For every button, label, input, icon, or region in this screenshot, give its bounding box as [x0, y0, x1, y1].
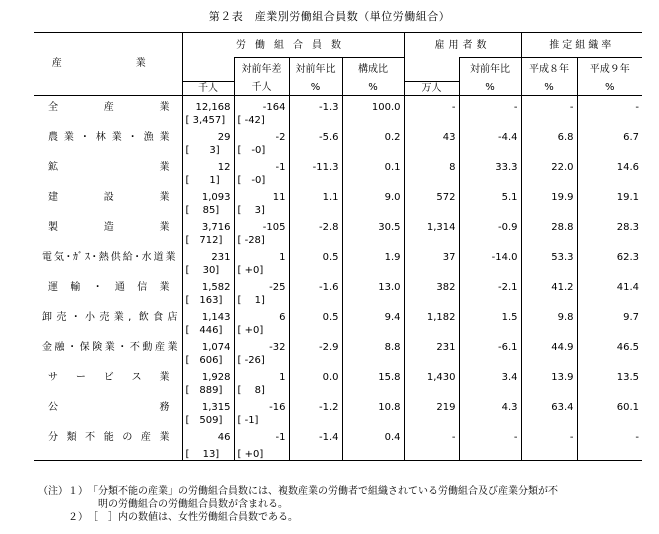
diff-value: -105: [234, 216, 289, 233]
rate-h9-value: -: [635, 101, 639, 113]
industry-blank: [34, 383, 182, 396]
blank: [521, 413, 577, 426]
female-diff-value: [ -0]: [234, 173, 289, 186]
table-row: [34, 186, 642, 203]
unit-members: 千人: [182, 81, 234, 95]
header-union-members: 労働組合員数: [182, 33, 404, 58]
blank: [289, 203, 342, 216]
rate-h8-value: 9.8: [521, 306, 577, 323]
blank: [289, 143, 342, 156]
unit-h9: %: [577, 81, 642, 95]
table-row: [34, 95, 642, 113]
industry-name: 分類不能の産業: [34, 426, 182, 443]
employees-value: 1,314: [404, 216, 459, 233]
blank: [521, 263, 577, 276]
table-row: [34, 366, 642, 383]
members-value: 12: [182, 156, 234, 173]
female-members-value: [ 446]: [182, 323, 234, 336]
industry-name: 運輸・通信業: [34, 276, 182, 293]
table-row: [34, 396, 642, 413]
union-membership-table: [34, 32, 642, 461]
industry-blank: [34, 293, 182, 306]
composition-value: 15.8: [342, 366, 404, 383]
blank: [459, 263, 521, 276]
blank: [404, 263, 459, 276]
industry-blank: [34, 413, 182, 426]
industry-name: 公 務: [34, 396, 182, 413]
industry-name: 卸売・小売業, 飲食店: [34, 306, 182, 323]
unit-comp: %: [342, 81, 404, 95]
blank: [577, 323, 642, 336]
blank: [577, 383, 642, 396]
header-members-blank: [182, 58, 234, 82]
rate-h8-value: 53.3: [521, 246, 577, 263]
ratio-value: 1.1: [289, 186, 342, 203]
female-members-value: [ 712]: [182, 233, 234, 246]
header-h8: 平成８年: [521, 58, 577, 82]
blank: [404, 353, 459, 366]
female-members-value: [ 163]: [182, 293, 234, 306]
members-value: 1,928: [182, 366, 234, 383]
emp-ratio-value: -4.4: [459, 126, 521, 143]
blank: [577, 353, 642, 366]
ratio-value: -1.6: [289, 276, 342, 293]
blank: [577, 293, 642, 306]
emp-ratio-value: -0.9: [459, 216, 521, 233]
female-diff-value: [ -0]: [234, 143, 289, 156]
female-members-value: [ 1]: [182, 173, 234, 186]
employees-value: 8: [404, 156, 459, 173]
rate-h9-value: 13.5: [616, 371, 639, 383]
industry-blank: [34, 173, 182, 186]
diff-value: -25: [234, 276, 289, 293]
industry-name: 農業・林業・漁業: [34, 126, 182, 143]
table-row: [34, 126, 642, 143]
female-members-value: [ 85]: [182, 203, 234, 216]
industry-blank: [34, 203, 182, 216]
header-emp-yoy: 対前年比: [459, 58, 521, 82]
blank: [289, 263, 342, 276]
employees-value: 1,430: [404, 366, 459, 383]
blank: [459, 443, 521, 461]
blank: [404, 323, 459, 336]
composition-value: 9.0: [342, 186, 404, 203]
header-h9: 平成９年: [577, 58, 642, 82]
female-members-value: [ 30]: [182, 263, 234, 276]
table-row: [34, 276, 642, 293]
ratio-value: -2.8: [289, 216, 342, 233]
diff-value: -164: [234, 95, 289, 113]
blank: [459, 323, 521, 336]
ratio-value: -1.3: [289, 95, 342, 113]
employees-value: 219: [404, 396, 459, 413]
blank: [459, 413, 521, 426]
table-row-female: [34, 113, 642, 126]
composition-value: 13.0: [342, 276, 404, 293]
blank: [404, 443, 459, 461]
diff-value: -16: [234, 396, 289, 413]
blank: [404, 143, 459, 156]
industry-blank: [34, 233, 182, 246]
emp-ratio-value: 33.3: [459, 156, 521, 173]
composition-value: 1.9: [342, 246, 404, 263]
emp-ratio-value: 1.5: [459, 306, 521, 323]
diff-value: -32: [234, 336, 289, 353]
unit-diff: 千人: [234, 81, 289, 95]
blank: [521, 323, 577, 336]
table-row: [34, 216, 642, 233]
blank: [459, 173, 521, 186]
female-diff-value: [ +0]: [234, 443, 289, 461]
blank: [577, 263, 642, 276]
blank: [521, 353, 577, 366]
blank: [342, 413, 404, 426]
blank: [342, 143, 404, 156]
female-diff-value: [ +0]: [234, 323, 289, 336]
industry-name: 全 産 業: [34, 95, 182, 113]
composition-value: 0.2: [342, 126, 404, 143]
rate-h9-value: 6.7: [623, 131, 639, 143]
employees-value: 382: [404, 276, 459, 293]
blank: [459, 113, 521, 126]
female-diff-value: [ +0]: [234, 263, 289, 276]
female-diff-value: [ -26]: [234, 353, 289, 366]
industry-name: 金融・保険業・不動産業: [34, 336, 182, 353]
industry-blank: [34, 143, 182, 156]
employees-value: 1,182: [404, 306, 459, 323]
ratio-value: -1.4: [289, 426, 342, 443]
emp-ratio-value: -2.1: [459, 276, 521, 293]
industry-name: 製 造 業: [34, 216, 182, 233]
table-row: [34, 426, 642, 443]
emp-ratio-value: -6.1: [459, 336, 521, 353]
employees-value: 572: [404, 186, 459, 203]
female-diff-value: [ -28]: [234, 233, 289, 246]
blank: [577, 233, 642, 246]
emp-ratio-value: -: [459, 95, 521, 113]
industry-name: 建 設 業: [34, 186, 182, 203]
members-value: 1,074: [182, 336, 234, 353]
blank: [342, 323, 404, 336]
rate-h8-value: 41.2: [521, 276, 577, 293]
blank: [459, 203, 521, 216]
members-value: 1,143: [182, 306, 234, 323]
blank: [521, 233, 577, 246]
blank: [521, 143, 577, 156]
members-value: 1,315: [182, 396, 234, 413]
table-row-female: [34, 233, 642, 246]
ratio-value: 0.5: [289, 246, 342, 263]
industry-name: 電気･ｶﾞｽ･熱供給･水道業: [34, 246, 182, 263]
blank: [404, 383, 459, 396]
emp-ratio-value: -: [459, 426, 521, 443]
table-row-female: [34, 443, 642, 461]
blank: [404, 173, 459, 186]
rate-h8-value: 63.4: [521, 396, 577, 413]
rate-h9-value: 19.1: [616, 191, 639, 203]
diff-value: -2: [234, 126, 289, 143]
female-diff-value: [ 3]: [234, 203, 289, 216]
emp-ratio-value: 3.4: [459, 366, 521, 383]
female-members-value: [ 3,457]: [182, 113, 234, 126]
composition-value: 100.0: [342, 95, 404, 113]
female-members-value: [ 606]: [182, 353, 234, 366]
footnote-line: 明の労働組合の労働組合員数が含まれる。: [38, 499, 288, 510]
blank: [521, 203, 577, 216]
emp-ratio-value: -14.0: [459, 246, 521, 263]
blank: [342, 443, 404, 461]
header-composition: 構成比: [342, 58, 404, 82]
female-diff-value: [ 1]: [234, 293, 289, 306]
ratio-value: -11.3: [289, 156, 342, 173]
blank: [289, 113, 342, 126]
industry-blank: [34, 323, 182, 336]
diff-value: -1: [234, 156, 289, 173]
blank: [404, 203, 459, 216]
blank: [459, 293, 521, 306]
emp-ratio-value: 4.3: [459, 396, 521, 413]
rate-h8-value: 44.9: [521, 336, 577, 353]
blank: [342, 173, 404, 186]
rate-h8-value: 28.8: [521, 216, 577, 233]
female-diff-value: [ -1]: [234, 413, 289, 426]
table-row-female: [34, 413, 642, 426]
blank: [577, 143, 642, 156]
diff-value: 1: [234, 246, 289, 263]
table-row: [34, 156, 642, 173]
members-value: 231: [182, 246, 234, 263]
industry-blank: [34, 263, 182, 276]
female-members-value: [ 3]: [182, 143, 234, 156]
blank: [459, 143, 521, 156]
unit-h8: %: [521, 81, 577, 95]
rate-h8-value: 6.8: [521, 126, 577, 143]
composition-value: 0.1: [342, 156, 404, 173]
rate-h9-value: 62.3: [616, 251, 639, 263]
blank: [521, 113, 577, 126]
blank: [342, 263, 404, 276]
members-value: 29: [182, 126, 234, 143]
blank: [342, 383, 404, 396]
blank: [459, 383, 521, 396]
table-title: 第２表 産業別労働組合員数（単位労働組合）: [208, 10, 451, 23]
table-row: [34, 336, 642, 353]
table-row-female: [34, 263, 642, 276]
rate-h9-value: 46.5: [616, 341, 639, 353]
blank: [289, 233, 342, 246]
blank: [404, 413, 459, 426]
blank: [342, 293, 404, 306]
rate-h9-value: 60.1: [616, 401, 639, 413]
composition-value: 8.8: [342, 336, 404, 353]
female-members-value: [ 13]: [182, 443, 234, 461]
industry-name: 鉱 業: [34, 156, 182, 173]
ratio-value: -2.9: [289, 336, 342, 353]
footnote-line: ２） ［ ］内の数値は、女性労働組合員数である。: [38, 512, 298, 523]
rate-h9-value: 14.6: [616, 161, 639, 173]
footnote-line: （注）１） 「分類不能の産業」の労働組合員数には、複数産業の労働者で組織されている労働組合及び産業分類が不: [38, 486, 558, 497]
employees-value: 43: [404, 126, 459, 143]
rate-h8-value: 22.0: [521, 156, 577, 173]
ratio-value: 0.5: [289, 306, 342, 323]
members-value: 1,582: [182, 276, 234, 293]
blank: [577, 413, 642, 426]
rate-h8-value: 13.9: [521, 366, 577, 383]
blank: [289, 323, 342, 336]
table-row-female: [34, 383, 642, 396]
rate-h9-value: 28.3: [616, 221, 639, 233]
table-row: [34, 246, 642, 263]
members-value: 1,093: [182, 186, 234, 203]
rate-h8-value: -: [521, 426, 577, 443]
rate-h8-value: 19.9: [521, 186, 577, 203]
female-diff-value: [ 8]: [234, 383, 289, 396]
unit-ratio: %: [289, 81, 342, 95]
female-members-value: [ 889]: [182, 383, 234, 396]
blank: [289, 173, 342, 186]
header-industry: 産 業: [34, 33, 182, 96]
header-yoy-ratio: 対前年比: [289, 58, 342, 82]
blank: [289, 443, 342, 461]
diff-value: 1: [234, 366, 289, 383]
blank: [521, 383, 577, 396]
industry-name: サービス業: [34, 366, 182, 383]
blank: [289, 383, 342, 396]
ratio-value: -1.2: [289, 396, 342, 413]
blank: [521, 293, 577, 306]
header-employees: 雇用者数: [404, 33, 521, 58]
blank: [342, 113, 404, 126]
blank: [404, 233, 459, 246]
table-row-female: [34, 353, 642, 366]
female-members-value: [ 509]: [182, 413, 234, 426]
composition-value: 30.5: [342, 216, 404, 233]
unit-emp-ratio: %: [459, 81, 521, 95]
blank: [521, 443, 577, 461]
table-row-female: [34, 143, 642, 156]
composition-value: 9.4: [342, 306, 404, 323]
rate-h9-value: -: [635, 431, 639, 443]
blank: [404, 113, 459, 126]
blank: [521, 173, 577, 186]
table-row: [34, 306, 642, 323]
blank: [459, 353, 521, 366]
blank: [577, 173, 642, 186]
rate-h9-value: 41.4: [616, 281, 639, 293]
diff-value: -1: [234, 426, 289, 443]
industry-blank: [34, 113, 182, 126]
diff-value: 6: [234, 306, 289, 323]
blank: [342, 233, 404, 246]
footnotes: [38, 485, 558, 524]
diff-value: 11: [234, 186, 289, 203]
ratio-value: -5.6: [289, 126, 342, 143]
table-row-female: [34, 173, 642, 186]
industry-blank: [34, 443, 182, 461]
blank: [289, 353, 342, 366]
ratio-value: 0.0: [289, 366, 342, 383]
rate-h8-value: -: [521, 95, 577, 113]
header-est-rate: 推定組織率: [521, 33, 642, 58]
emp-ratio-value: 5.1: [459, 186, 521, 203]
employees-value: -: [404, 95, 459, 113]
blank: [289, 413, 342, 426]
table-row-female: [34, 203, 642, 216]
blank: [342, 353, 404, 366]
unit-emp: 万人: [404, 81, 459, 95]
members-value: 46: [182, 426, 234, 443]
header-yoy-diff: 対前年差: [234, 58, 289, 82]
blank: [577, 203, 642, 216]
blank: [459, 233, 521, 246]
rate-h9-value: 9.7: [623, 311, 639, 323]
employees-value: -: [404, 426, 459, 443]
blank: [404, 293, 459, 306]
industry-blank: [34, 353, 182, 366]
employees-value: 231: [404, 336, 459, 353]
employees-value: 37: [404, 246, 459, 263]
female-diff-value: [ -42]: [234, 113, 289, 126]
blank: [289, 293, 342, 306]
table-row-female: [34, 293, 642, 306]
blank: [342, 203, 404, 216]
members-value: 12,168: [182, 95, 234, 113]
table-row-female: [34, 323, 642, 336]
members-value: 3,716: [182, 216, 234, 233]
blank: [577, 113, 642, 126]
blank: [577, 443, 642, 461]
composition-value: 0.4: [342, 426, 404, 443]
header-emp-blank: [404, 58, 459, 82]
table-body: [34, 95, 642, 460]
composition-value: 10.8: [342, 396, 404, 413]
